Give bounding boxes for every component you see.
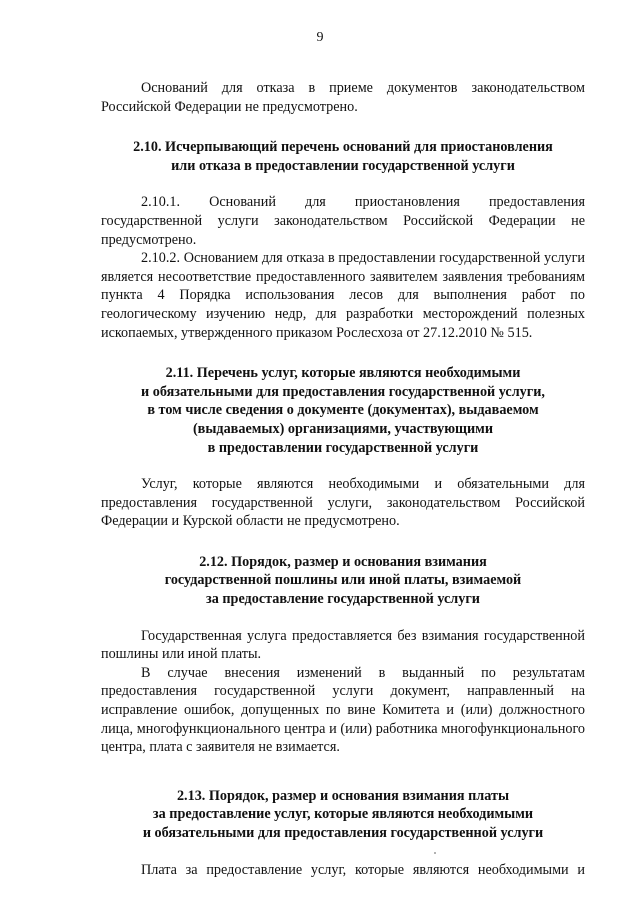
paragraph-2-10-1: 2.10.1. Оснований для приостановления предоставления государственной услуги законодательством Российской Федерации не предусмотрено. [101, 194, 585, 248]
paragraph-2-11: Услуг, которые являются необходимыми и обязательными для предоставления государственной услуги, законодательством Российской Федерации и Курской области не предусмотрено. [101, 476, 585, 530]
section-heading-2-10: 2.10. Исчерпывающий перечень оснований для приостановления или отказа в предоставлении государственной услуги [133, 139, 553, 174]
page-number: 9 [316, 30, 324, 45]
section-heading-2-13: 2.13. Порядок, размер и основания взимания платы за предоставление услуг, которые являются необходимыми и обязательными для предоставления государственной услуги [142, 787, 544, 841]
section-heading-2-12: 2.12. Порядок, размер и основания взимания государственной пошлины или иной платы, взимаемой за предоставление государственной услуги [164, 553, 522, 608]
paragraph-2-13: Плата за предоставление услуг, которые являются необходимыми и [141, 861, 585, 878]
intro-paragraph: Оснований для отказа в приеме документов законодательством Российской Федерации не предусмотрено. [101, 80, 585, 115]
paragraph-2-12-2: В случае внесения изменений в выданный по результатам предоставления государственной услуги документ, направленный на исправление ошибок, допущенных по вине Комитета и (или) должностного лица, многофункционального центра и (или) работника многофункционального центра, плата с заявителя не взимается. [101, 664, 585, 756]
paragraph-2-10-2: 2.10.2. Основанием для отказа в предоставлении государственной услуги является несоответствие предоставленного заявителем заявления требованиям пункта 4 Порядка использования лесов для выполнения работ по геологическому изучению недр, для разработки месторождений полезных ископаемых, утвержденного приказом Рослесхоза от 27.12.2010 № 515. [101, 250, 585, 341]
scan-speck [434, 852, 436, 854]
paragraph-2-12-1: Государственная услуга предоставляется без взимания государственной пошлины или иной платы. [101, 627, 585, 663]
document-body [101, 79, 585, 879]
section-heading-2-11: 2.11. Перечень услуг, которые являются необходимыми и обязательными для предоставления государственной услуги, в том числе сведения о документе (документах), выдаваемом (выдаваемых) организациями, участвующими в предоставлении государственной услуги [141, 365, 545, 456]
